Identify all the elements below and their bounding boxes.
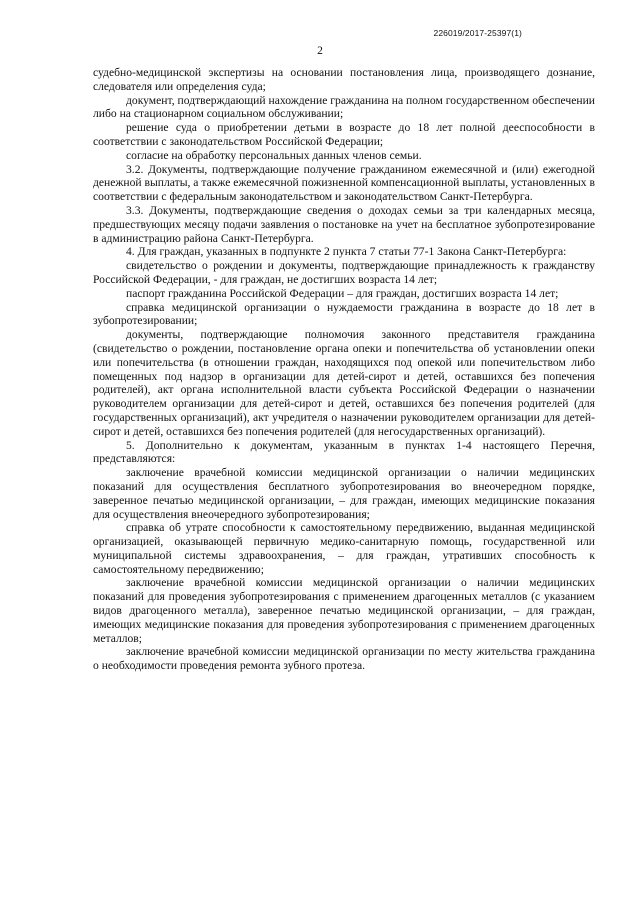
paragraph: заключение врачебной комиссии медицинской организации по месту жительства гражданина о необходимости проведения ремонта зубного протеза. xyxy=(93,645,595,673)
paragraph: заключение врачебной комиссии медицинской организации о наличии медицинских показаний для осуществления бесплатного зубопротезирования во внеочередном порядке, заверенное печатью медицинской организации, – для граждан, имеющих медицинские показания для осуществления внеочередного зубопротезирования; xyxy=(93,466,595,521)
paragraph: свидетельство о рождении и документы, подтверждающие принадлежность к гражданству Российской Федерации, - для граждан, не достигших возраста 14 лет; xyxy=(93,259,595,286)
paragraph: 5. Дополнительно к документам, указанным в пунктах 1-4 настоящего Перечня, представляются: xyxy=(93,438,595,466)
paragraph: справка медицинской организации о нуждаемости гражданина в возрасте до 18 лет в зубопротезировании; xyxy=(93,300,595,328)
paragraph: справка об утрате способности к самостоятельному передвижению, выданная медицинской организацией, оказывающей первичную медико-санитарную помощь, государственной или муниципальной системы здравоохранения, – для граждан, утративших способность к самостоятельному передвижению; xyxy=(93,521,595,576)
paragraph: документ, подтверждающий нахождение гражданина на полном государственном обеспечении либо на стационарном социальном обслуживании; xyxy=(93,93,595,121)
document-body xyxy=(93,66,595,673)
paragraph: судебно-медицинской экспертизы на основании постановления лица, производящего дознание, следователя или определения суда; xyxy=(93,66,595,93)
paragraph: решение суда о приобретении детьми в возрасте до 18 лет полной дееспособности в соответствии с законодательством Российской Федерации; xyxy=(93,121,595,148)
paragraph: заключение врачебной комиссии медицинской организации о наличии медицинских показаний для проведения зубопротезирования с применением драгоценных металлов (с указанием видов драгоценного металла), заверенное печатью медицинской организации, – для граждан, имеющих медицинские показания для проведения зубопротезирования с применением драгоценных металлов; xyxy=(93,576,595,645)
paragraph: 4. Для граждан, указанных в подпункте 2 пункта 7 статьи 77-1 Закона Санкт-Петербурга: xyxy=(126,245,567,259)
paragraph: согласие на обработку персональных данных членов семьи. xyxy=(126,148,422,162)
document-id: 226019/2017-25397(1) xyxy=(433,28,522,38)
page-number: 2 xyxy=(317,45,323,57)
paragraph: паспорт гражданина Российской Федерации – для граждан, достигших возраста 14 лет; xyxy=(126,286,559,300)
paragraph: 3.3. Документы, подтверждающие сведения о доходах семьи за три календарных месяца, предшествующих месяцу подачи заявления о постановке на учет на бесплатное зубопротезирование в администрацию района Санкт-Петербурга. xyxy=(93,203,595,245)
paragraph: документы, подтверждающие полномочия законного представителя гражданина (свидетельство о рождении, постановление органа опеки и попечительства об установлении опеки или попечительства (в отношении граждан, находящихся под опекой или попечительством либо помещенных под надзор в организации для детей-сирот и детей, оставшихся без попечения родителей), акт органа исполнительной власти субъекта Российской Федерации о назначении руководителем организации для детей-сирот и детей, оставшихся без попечения родителей (для государственных организаций), акт учредителя о назначении руководителем организации для детей-сирот и детей, оставшихся без попечения родителей (для негосударственных организаций). xyxy=(93,328,595,438)
paragraph: 3.2. Документы, подтверждающие получение гражданином ежемесячной и (или) ежегодной денежной выплаты, а также ежемесячной пожизненной компенсационной выплаты, установленных в соответствии с федеральным законодательством и законодательством Санкт-Петербурга. xyxy=(93,162,595,204)
